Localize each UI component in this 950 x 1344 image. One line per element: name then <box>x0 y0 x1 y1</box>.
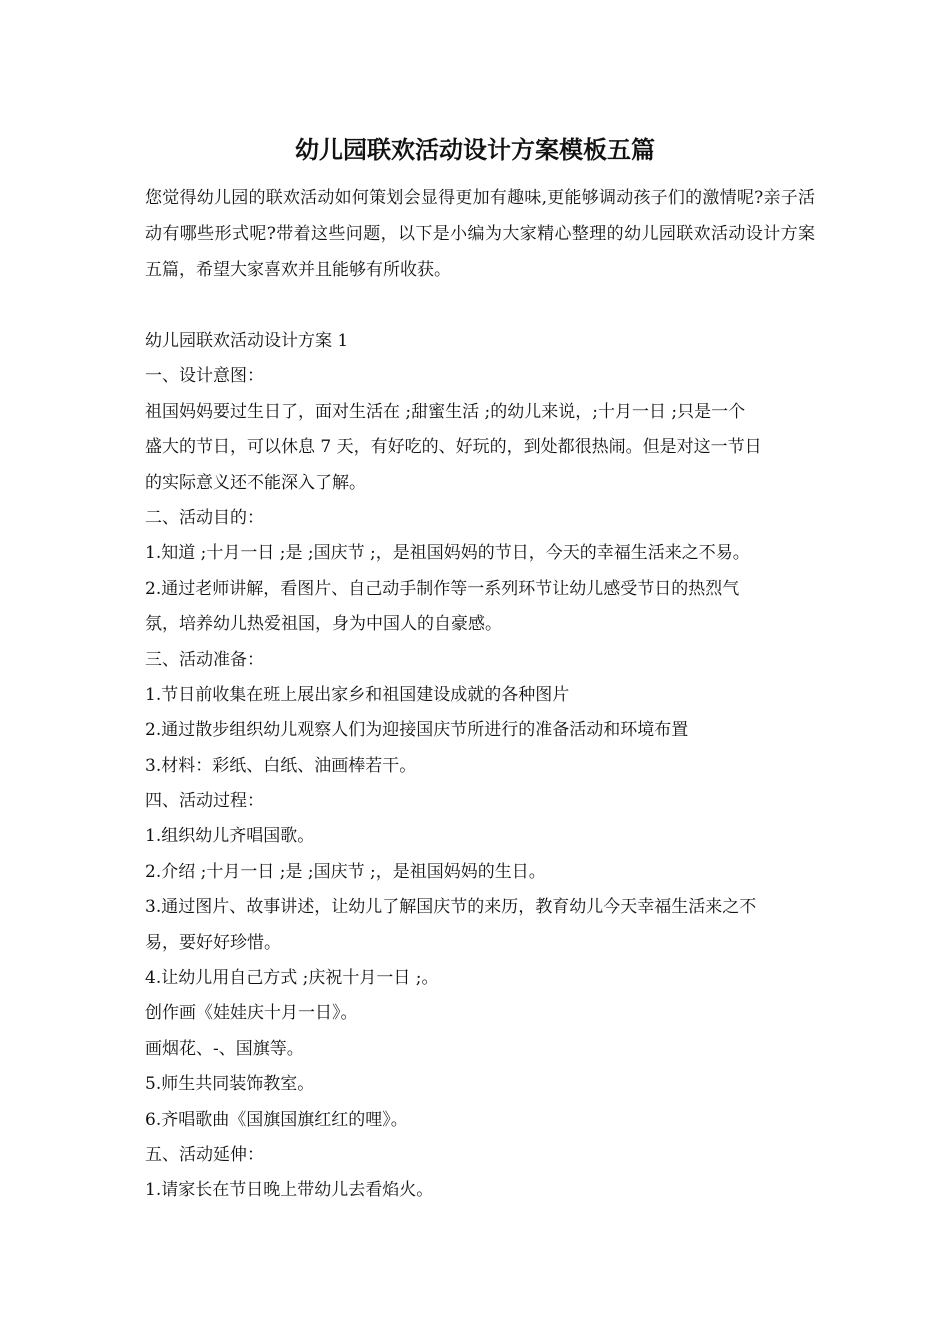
body-line: 四、活动过程： <box>145 791 264 812</box>
body-line: 1.请家长在节日晚上带幼儿去看焰火。 <box>145 1180 434 1201</box>
body-line: 祖国妈妈要过生日了，面对生活在 ;甜蜜生活 ;的幼儿来说，;十月一日 ;只是一个 <box>145 401 746 422</box>
body-line: 5.师生共同装饰教室。 <box>145 1074 315 1095</box>
body-line: 1.节日前收集在班上展出家乡和祖国建设成就的各种图片 <box>145 684 570 705</box>
body-line: 2.介绍 ;十月一日 ;是 ;国庆节 ;，是祖国妈妈的生日。 <box>145 861 546 882</box>
body-line: 1.组织幼儿齐唱国歌。 <box>145 826 315 847</box>
body-line: 幼儿园联欢活动设计方案 1 <box>145 331 349 351</box>
intro-paragraph: 您觉得幼儿园的联欢活动如何策划会显得更加有趣味,更能够调动孩子们的激情呢?亲子活动有哪些形式呢?带着这些问题，以下是小编为大家精心整理的幼儿园联欢活动设计方案五篇，希望大家喜欢并且能够有所收获。 <box>145 188 815 280</box>
body-line: 二、活动目的： <box>145 507 264 528</box>
body-line: 易，要好好珍惜。 <box>145 932 281 953</box>
body-line: 一、设计意图： <box>145 366 264 387</box>
body-line: 画烟花、-、国旗等。 <box>145 1038 304 1059</box>
document-title: 幼儿园联欢活动设计方案模板五篇 <box>295 135 655 164</box>
body-line: 创作画《娃娃庆十月一日》。 <box>145 1003 358 1024</box>
body-line: 的实际意义还不能深入了解。 <box>145 472 366 493</box>
body-line: 4.让幼儿用自己方式 ;庆祝十月一日 ;。 <box>145 968 439 989</box>
body-line: 2.通过老师讲解，看图片、自己动手制作等一系列环节让幼儿感受节日的热烈气 <box>145 578 740 599</box>
body-line: 盛大的节日，可以休息 7 天，有好吃的、好玩的，到处都很热闹。但是对这一节日 <box>145 437 762 458</box>
body-line: 三、活动准备： <box>145 649 264 670</box>
document-body <box>145 324 815 1209</box>
body-line: 氛，培养幼儿热爱祖国，身为中国人的自豪感。 <box>145 614 502 635</box>
body-line: 五、活动延伸： <box>145 1144 264 1165</box>
body-line: 2.通过散步组织幼儿观察人们为迎接国庆节所进行的准备活动和环境布置 <box>145 720 689 741</box>
body-line: 3.材料：彩纸、白纸、油画棒若干。 <box>145 755 417 776</box>
body-line: 6.齐唱歌曲《国旗国旗红红的哩》。 <box>145 1109 408 1130</box>
body-line: 1.知道 ;十月一日 ;是 ;国庆节 ;，是祖国妈妈的节日，今天的幸福生活来之不易。 <box>145 543 750 564</box>
body-line: 3.通过图片、故事讲述，让幼儿了解国庆节的来历，教育幼儿今天幸福生活来之不 <box>145 897 757 918</box>
